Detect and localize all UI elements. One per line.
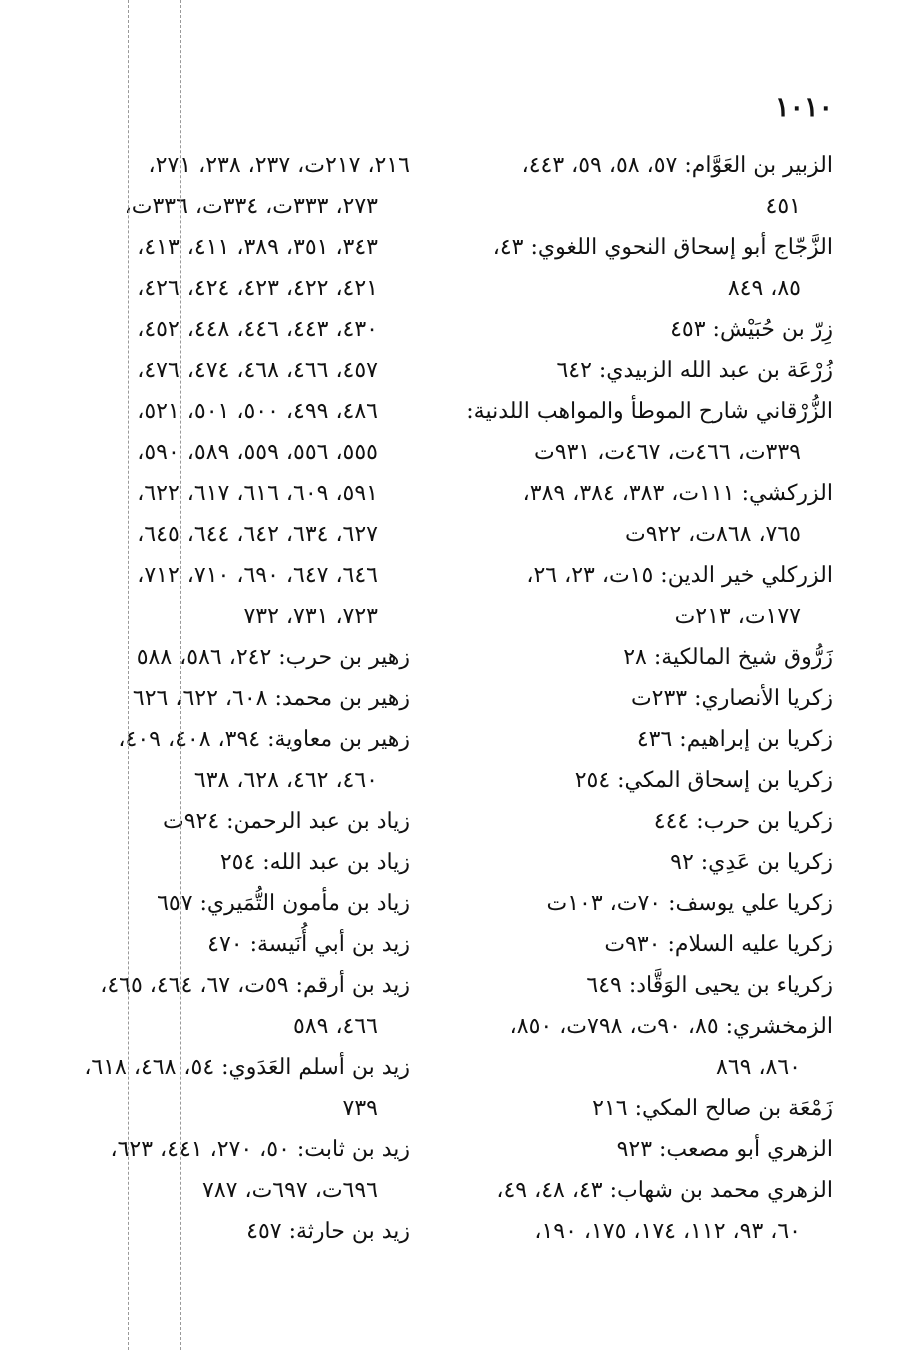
entry-heading-line: زيد بن أسلم العَدَوي: ٥٤، ٤٦٨، ٦١٨،: [84, 1055, 410, 1080]
entry-continuation-line: ١٧٧ت، ٢١٣ت: [674, 604, 801, 629]
entry-heading-line: زكرياء بن يحيى الوَقَّاد: ٦٤٩: [586, 973, 833, 998]
index-entry: [60, 719, 410, 801]
entry-continuation-line: ٦٤٦، ٦٤٧، ٦٩٠، ٧١٠، ٧١٢،: [137, 563, 378, 588]
index-entry: [488, 309, 833, 350]
index-entry: [60, 801, 410, 842]
index-entry: [60, 637, 410, 678]
entry-heading-line: الزمخشري: ٨٥، ٩٠ت، ٧٩٨ت، ٨٥٠،: [509, 1014, 833, 1039]
entry-continuation-line: ٤٣٠، ٤٤٣، ٤٤٦، ٤٤٨، ٤٥٢،: [137, 317, 378, 342]
scan-fold-line: [180, 0, 181, 1350]
index-entry: [488, 1129, 833, 1170]
index-entry: [488, 801, 833, 842]
entry-heading-line: زكريا علي يوسف: ٧٠ت، ١٠٣ت: [546, 891, 833, 916]
entry-heading-line: زياد بن عبد الرحمن: ٩٢٤ت: [162, 809, 410, 834]
entry-heading-line: الزركشي: ١١١ت، ٣٨٣، ٣٨٤، ٣٨٩،: [522, 481, 833, 506]
index-entry: [488, 678, 833, 719]
index-entry: [488, 760, 833, 801]
entry-continuation-line: ٢٧٣، ٣٣٣ت، ٣٣٤ت، ٣٣٦ت،: [124, 194, 378, 219]
entry-continuation-line: ٤٨٦، ٤٩٩، ٥٠٠، ٥٠١، ٥٢١،: [137, 399, 378, 424]
index-entry: [60, 1047, 410, 1129]
index-entry: [488, 924, 833, 965]
entry-heading-line: زيد بن أبي أُنَيسة: ٤٧٠: [207, 932, 410, 957]
entry-heading-line: الزركلي خير الدين: ١٥ت، ٢٣، ٢٦،: [526, 563, 833, 588]
entry-continuation-line: ٨٥، ٨٤٩: [727, 276, 801, 301]
entry-heading-line: الزُّرْقاني شارح الموطأ والمواهب اللدنية:: [466, 399, 833, 424]
entry-continuation-line: ٤٦٦، ٥٨٩: [293, 1014, 378, 1039]
entry-heading-line: ٢١٦، ٢١٧ت، ٢٣٧، ٢٣٨، ٢٧١،: [148, 153, 410, 178]
entry-heading-line: الزبير بن العَوَّام: ٥٧، ٥٨، ٥٩، ٤٤٣،: [521, 153, 833, 178]
scan-fold-line: [128, 0, 129, 1350]
index-entry: [488, 350, 833, 391]
entry-heading-line: زكريا بن عَدِي: ٩٢: [670, 850, 833, 875]
entry-heading-line: زياد بن عبد الله: ٢٥٤: [219, 850, 410, 875]
page-number: ١٠١٠: [774, 92, 833, 123]
entry-heading-line: زكريا عليه السلام: ٩٣٠ت: [604, 932, 833, 957]
index-column-right: [466, 145, 833, 1252]
index-entry: [488, 842, 833, 883]
entry-heading-line: زيد بن أرقم: ٥٩ت، ٦٧، ٤٦٤، ٤٦٥،: [100, 973, 410, 998]
entry-continuation-line: ٣٣٩ت، ٤٦٦ت، ٤٦٧ت، ٩٣١ت: [534, 440, 801, 465]
index-column-left: [60, 145, 410, 1252]
entry-heading-line: زكريا الأنصاري: ٢٣٣ت: [630, 686, 833, 711]
entry-heading-line: زكريا بن إسحاق المكي: ٢٥٤: [574, 768, 833, 793]
entry-continuation-line: ٦٢٧، ٦٣٤، ٦٤٢، ٦٤٤، ٦٤٥،: [137, 522, 378, 547]
entry-continuation-line: ٣٤٣، ٣٥١، ٣٨٩، ٤١١، ٤١٣،: [137, 235, 378, 260]
entry-heading-line: زكريا بن حرب: ٤٤٤: [653, 809, 833, 834]
index-entry: [60, 145, 410, 637]
entry-heading-line: الزهري محمد بن شهاب: ٤٣، ٤٨، ٤٩،: [496, 1178, 833, 1203]
index-entry: [488, 719, 833, 760]
entry-continuation-line: ٥٥٥، ٥٥٦، ٥٥٩، ٥٨٩، ٥٩٠،: [137, 440, 378, 465]
entry-continuation-line: ٧٣٩: [342, 1096, 378, 1121]
index-entry: [488, 965, 833, 1006]
index-entry: [488, 555, 833, 637]
entry-continuation-line: ٤٢١، ٤٢٢، ٤٢٣، ٤٢٤، ٤٢٦،: [137, 276, 378, 301]
entry-heading-line: زَمْعَة بن صالح المكي: ٢١٦: [592, 1096, 833, 1121]
index-entry: [60, 1129, 410, 1211]
index-entry: [60, 842, 410, 883]
entry-heading-line: زيد بن ثابت: ٥٠، ٢٧٠، ٤٤١، ٦٢٣،: [110, 1137, 410, 1162]
entry-heading-line: الزهري أبو مصعب: ٩٢٣: [616, 1137, 833, 1162]
index-entry: [60, 1211, 410, 1252]
index-entry: [488, 473, 833, 555]
index-entry: [488, 1006, 833, 1088]
index-entry: [488, 1088, 833, 1129]
index-entry: [488, 227, 833, 309]
entry-heading-line: زُرْعَة بن عبد الله الزبيدي: ٦٤٢: [556, 358, 833, 383]
entry-heading-line: زِرّ بن حُبَيْش: ٤٥٣: [670, 317, 833, 342]
entry-continuation-line: ٤٦٠، ٤٦٢، ٦٢٨، ٦٣٨: [193, 768, 378, 793]
entry-heading-line: الزَّجّاج أبو إسحاق النحوي اللغوي: ٤٣،: [492, 235, 833, 260]
entry-continuation-line: ٤٥٧، ٤٦٦، ٤٦٨، ٤٧٤، ٤٧٦،: [137, 358, 378, 383]
index-entry: [60, 678, 410, 719]
entry-continuation-line: ٥٩١، ٦٠٩، ٦١٦، ٦١٧، ٦٢٢،: [137, 481, 378, 506]
entry-heading-line: زهير بن حرب: ٢٤٢، ٥٨٦، ٥٨٨: [136, 645, 410, 670]
entry-continuation-line: ٤٥١: [765, 194, 801, 219]
entry-heading-line: زهير بن محمد: ٦٠٨، ٦٢٢، ٦٢٦: [132, 686, 410, 711]
index-entry: [60, 965, 410, 1047]
entry-heading-line: زكريا بن إبراهيم: ٤٣٦: [636, 727, 833, 752]
entry-continuation-line: ٧٢٣، ٧٣١، ٧٣٢: [243, 604, 378, 629]
entry-continuation-line: ٦٩٦ت، ٦٩٧ت، ٧٨٧: [202, 1178, 378, 1203]
index-entry: [488, 883, 833, 924]
entry-heading-line: زياد بن مأمون التُّمَيري: ٦٥٧: [157, 891, 410, 916]
index-entry: [488, 1170, 833, 1252]
entry-continuation-line: ٦٠، ٩٣، ١١٢، ١٧٤، ١٧٥، ١٩٠،: [534, 1219, 801, 1244]
entry-continuation-line: ٧٦٥، ٨٦٨ت، ٩٢٢ت: [625, 522, 801, 547]
index-entry: [466, 391, 833, 473]
index-entry: [488, 145, 833, 227]
entry-heading-line: زيد بن حارثة: ٤٥٧: [246, 1219, 410, 1244]
entry-heading-line: زَرُّوق شيخ المالكية: ٢٨: [623, 645, 833, 670]
index-entry: [60, 924, 410, 965]
entry-continuation-line: ٨٦٠، ٨٦٩: [716, 1055, 801, 1080]
entry-heading-line: زهير بن معاوية: ٣٩٤، ٤٠٨، ٤٠٩،: [118, 727, 410, 752]
index-entry: [488, 637, 833, 678]
index-entry: [60, 883, 410, 924]
